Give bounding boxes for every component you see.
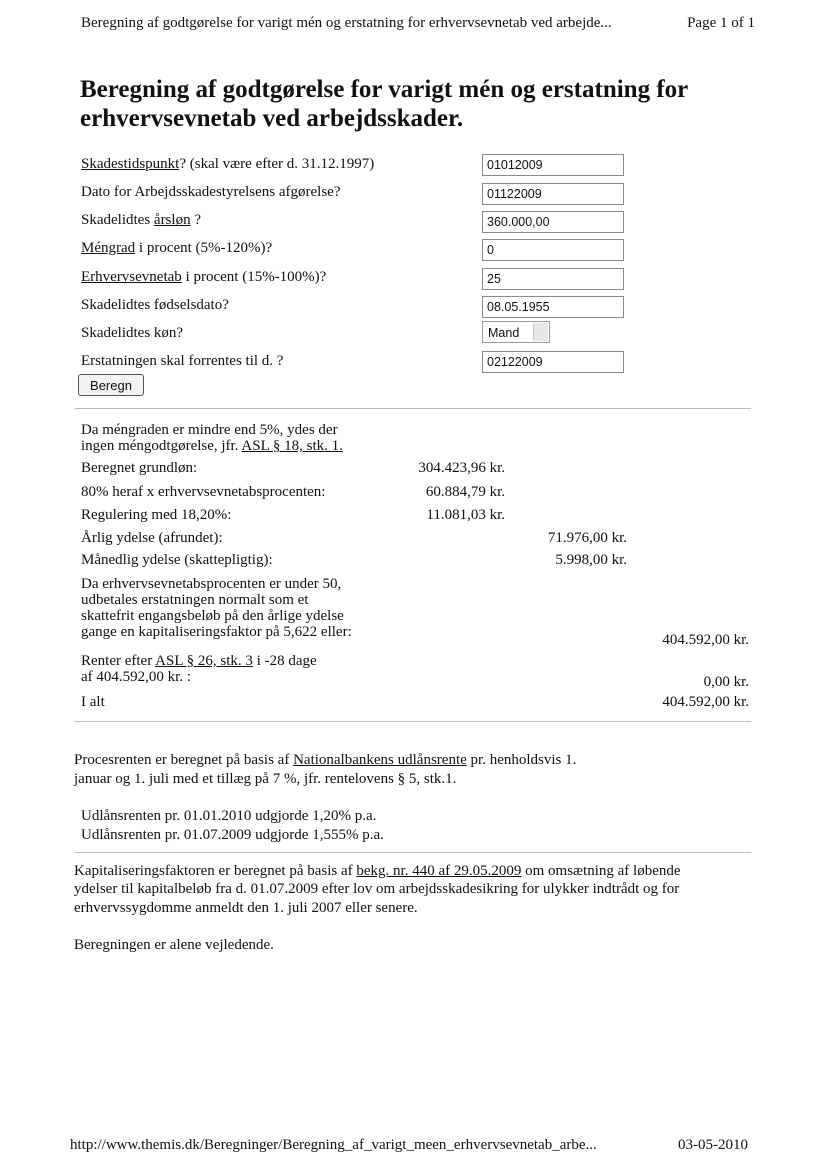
question-afgoerelse-label: Dato for Arbejdsskadestyrelsens afgørelse? xyxy=(81,184,341,200)
mengrad-note-line2 xyxy=(81,438,343,454)
print-header-title: Beregning af godtgørelse for varigt mén og erstatning for erhvervsevnetab ved arbejde... xyxy=(81,15,612,31)
page-title: Beregning af godtgørelse for varigt mén og erstatning for erhvervsevnetab ved arbejdsskader. xyxy=(80,76,688,132)
maanedlig-ydelse-label: Månedlig ydelse (skattepligtig): xyxy=(81,552,273,568)
mengrad-note-line1: Da méngraden er mindre end 5%, ydes der xyxy=(81,422,338,438)
forrentes-date-input[interactable]: 02122009 xyxy=(482,351,624,373)
question-text: i procent (5%-120%)? xyxy=(135,240,273,256)
renter-text: Renter efter xyxy=(81,653,156,669)
mengrad-input[interactable]: 0 xyxy=(482,239,624,261)
regulering-value: 11.081,03 kr. xyxy=(426,507,505,523)
skadestidspunkt-link[interactable]: Skadestidspunkt xyxy=(81,156,180,172)
question-text: Skadelidtes xyxy=(81,212,154,228)
procent-label: 80% heraf x erhvervsevnetabsprocenten: xyxy=(81,484,326,500)
koen-select[interactable] xyxy=(482,321,550,343)
kapitaliseringsfaktor-line2: ydelser til kapitalbeløb fra d. 01.07.2009 efter lov om arbejdsskadesikring for ulykker indtrådt og for xyxy=(74,881,680,897)
i-alt-value: 404.592,00 kr. xyxy=(662,694,749,710)
procesrente-line1 xyxy=(74,752,576,769)
kapitalisering-value: 404.592,00 kr. xyxy=(662,632,749,648)
erhvervsevnetab-input[interactable]: 25 xyxy=(482,268,624,290)
question-mengrad xyxy=(81,240,272,257)
afgoerelse-date-input[interactable]: 01122009 xyxy=(482,183,624,205)
kapitalisering-line2: udbetales erstatningen normalt som et xyxy=(81,592,309,608)
question-foedselsdato-label: Skadelidtes fødselsdato? xyxy=(81,297,229,313)
erhvervsevnetab-link[interactable]: Erhvervsevnetab xyxy=(81,269,182,285)
procesrente-line2: januar og 1. juli med et tillæg på 7 %, jfr. rentelovens § 5, stk.1. xyxy=(74,771,457,787)
info-text: om omsætning af løbende xyxy=(521,863,681,879)
question-text: ? (skal være efter d. 31.12.1997) xyxy=(179,156,375,172)
question-text: ? xyxy=(190,212,201,228)
beregn-button[interactable]: Beregn xyxy=(78,374,144,396)
i-alt-label: I alt xyxy=(81,694,105,710)
nationalbank-rate-link[interactable]: Nationalbankens udlånsrente xyxy=(293,752,467,768)
question-koen-label: Skadelidtes køn? xyxy=(81,325,184,341)
udlaansrente-2009: Udlånsrenten pr. 01.07.2009 udgjorde 1,555% p.a. xyxy=(81,827,384,843)
print-footer xyxy=(70,1137,748,1154)
renter-line1 xyxy=(81,653,317,669)
question-skadestidspunkt xyxy=(81,156,374,173)
aarlig-ydelse-label: Årlig ydelse (afrundet): xyxy=(81,530,223,546)
kapitalisering-line4: gange en kapitaliseringsfaktor på 5,622 eller: xyxy=(81,624,352,640)
renter-text: i -28 dage xyxy=(252,653,317,669)
grundloen-value: 304.423,96 kr. xyxy=(418,460,505,476)
question-forrentes-label: Erstatningen skal forrentes til d. ? xyxy=(81,353,284,369)
divider xyxy=(75,852,751,853)
aarlig-ydelse-value: 71.976,00 kr. xyxy=(547,530,627,546)
regulering-label: Regulering med 18,20%: xyxy=(81,507,232,523)
kapitalisering-line1: Da erhvervsevnetabsprocenten er under 50, xyxy=(81,576,342,592)
asl-26-link[interactable]: ASL § 26, stk. 3 xyxy=(155,653,253,669)
mengrad-link[interactable]: Méngrad xyxy=(81,240,136,256)
footer-date: 03-05-2010 xyxy=(678,1137,748,1153)
note-text: ingen méngodtgørelse, jfr. xyxy=(81,438,242,454)
question-aarsloen xyxy=(81,212,201,229)
skadestidspunkt-input[interactable]: 01012009 xyxy=(482,154,624,176)
footer-url: http://www.themis.dk/Beregninger/Beregning_af_varigt_meen_erhvervsevnetab_arbe... xyxy=(70,1137,597,1153)
question-text: i procent (15%-100%)? xyxy=(181,269,327,285)
grundloen-label: Beregnet grundløn: xyxy=(81,460,198,476)
chevron-down-icon[interactable] xyxy=(533,323,548,341)
kapitaliseringsfaktor-line1 xyxy=(74,863,681,880)
info-text: Procesrenten er beregnet på basis af xyxy=(74,752,294,768)
print-header xyxy=(81,15,755,32)
procent-value: 60.884,79 kr. xyxy=(425,484,505,500)
aarsloen-input[interactable]: 360.000,00 xyxy=(482,211,624,233)
disclaimer: Beregningen er alene vejledende. xyxy=(74,937,274,953)
divider xyxy=(75,721,751,722)
kapitalisering-line3: skattefrit engangsbeløb på den årlige ydelse xyxy=(81,608,344,624)
maanedlig-ydelse-value: 5.998,00 kr. xyxy=(555,552,627,568)
udlaansrente-2010: Udlånsrenten pr. 01.01.2010 udgjorde 1,20% p.a. xyxy=(81,808,377,824)
question-erhvervsevnetab xyxy=(81,269,326,286)
info-text: Kapitaliseringsfaktoren er beregnet på basis af xyxy=(74,863,357,879)
kapitaliseringsfaktor-line3: erhvervssygdomme anmeldt den 1. juli 2007 eller senere. xyxy=(74,900,418,916)
renter-line2: af 404.592,00 kr. : xyxy=(81,669,191,685)
divider xyxy=(75,408,751,409)
asl-18-link[interactable]: ASL § 18, stk. 1. xyxy=(241,438,343,454)
bekendtgoerelse-link[interactable]: bekg. nr. 440 af 29.05.2009 xyxy=(356,863,522,879)
foedselsdato-input[interactable]: 08.05.1955 xyxy=(482,296,624,318)
info-text: pr. henholdsvis 1. xyxy=(466,752,577,768)
aarsloen-link[interactable]: årsløn xyxy=(153,212,191,228)
koen-selected-value: Mand xyxy=(488,326,520,340)
print-header-page: Page 1 of 1 xyxy=(687,15,755,31)
renter-value: 0,00 kr. xyxy=(703,674,749,690)
